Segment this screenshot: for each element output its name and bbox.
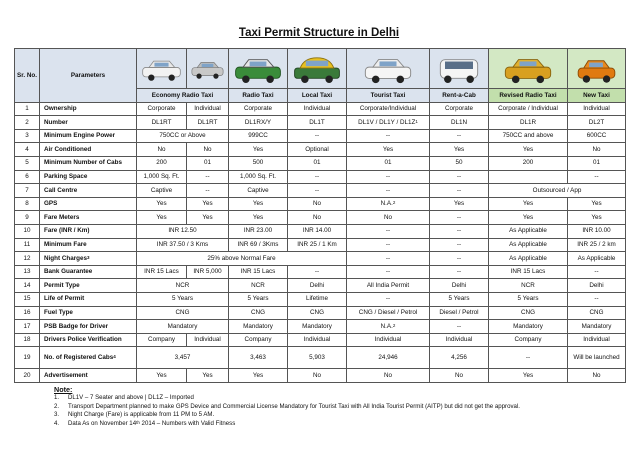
table-cell: NCR: [137, 279, 229, 293]
table-row: [15, 320, 626, 334]
table-cell: INR 15 Lacs: [489, 265, 568, 279]
car-icon: [188, 52, 227, 86]
table-cell: Delhi: [430, 279, 489, 293]
category-header: Economy Radio Taxi: [137, 89, 229, 103]
table-cell: Individual: [347, 333, 430, 347]
table-cell: As Applicable: [568, 252, 626, 266]
table-cell: 5 Years: [489, 292, 568, 306]
row-number: 5: [15, 156, 40, 170]
table-row: [15, 279, 626, 293]
table-cell: Individual: [430, 333, 489, 347]
car-icon: [490, 52, 566, 86]
row-number: 6: [15, 170, 40, 184]
row-parameter: Fuel Type: [40, 306, 137, 320]
table-cell: NCR: [229, 279, 288, 293]
table-cell: Mandatory: [229, 320, 288, 334]
row-parameter: Drivers Police Verification: [40, 333, 137, 347]
table-cell: Yes: [229, 143, 288, 157]
table-cell: Yes: [187, 197, 229, 211]
table-cell: Corporate: [430, 102, 489, 116]
table-cell: 01: [288, 156, 347, 170]
table-row: [15, 197, 626, 211]
row-number: 10: [15, 224, 40, 238]
table-cell: Yes: [489, 211, 568, 225]
table-row: [15, 292, 626, 306]
table-row: [15, 102, 626, 116]
table-cell: INR 14.00: [288, 224, 347, 238]
table-cell: No: [288, 369, 347, 383]
new-taxi-image: [568, 49, 626, 89]
table-cell: --: [430, 129, 489, 143]
table-cell: $DL1V / DL1Y / DL1Z^1$: [347, 116, 430, 130]
table-cell: Yes: [229, 197, 288, 211]
table-cell: Yes: [229, 211, 288, 225]
row-number: 11: [15, 238, 40, 252]
table-cell: INR 25 / 2 km: [568, 238, 626, 252]
row-parameter: Number: [40, 116, 137, 130]
table-cell: DL1N: [430, 116, 489, 130]
table-cell: 200: [489, 156, 568, 170]
note-item: 2. Transport Department planned to make GPS Device and Commercial License Mandatory for Tourist Taxi with All India Tourist Permit (AITP) but did not get the approval.: [54, 402, 520, 410]
category-header: Tourist Taxi: [347, 89, 430, 103]
sr-no-header: Sr. No.: [15, 49, 40, 103]
table-cell: --: [187, 170, 229, 184]
table-row: [15, 347, 626, 369]
table-row: [15, 129, 626, 143]
table-cell: N.A.$^2$: [347, 320, 430, 334]
table-cell: No: [288, 197, 347, 211]
table-cell: 5 Years: [430, 292, 489, 306]
table-cell: Company: [489, 333, 568, 347]
table-row: [15, 184, 626, 198]
table-cell: Yes: [430, 197, 489, 211]
row-parameter: Bank Guarantee: [40, 265, 137, 279]
table-cell: DL1T: [288, 116, 347, 130]
table-cell: Yes: [229, 369, 288, 383]
table-cell: All India Permit: [347, 279, 430, 293]
table-cell: --: [288, 184, 347, 198]
table-cell: Individual: [288, 102, 347, 116]
permit-table: [14, 48, 626, 383]
car-icon: [289, 52, 345, 86]
table-cell: Yes: [137, 197, 187, 211]
notes-section: [54, 386, 520, 428]
row-number: 18: [15, 333, 40, 347]
table-cell: Yes: [489, 369, 568, 383]
table-cell: DL1RT: [187, 116, 229, 130]
table-cell: --: [430, 211, 489, 225]
table-cell: 50: [430, 156, 489, 170]
category-header: Radio Taxi: [229, 89, 288, 103]
table-cell: --: [430, 224, 489, 238]
row-parameter: Advertisement: [40, 369, 137, 383]
table-cell: CNG: [288, 306, 347, 320]
row-number: 15: [15, 292, 40, 306]
table-cell: INR 15 Lacs: [137, 265, 187, 279]
table-cell: 750CC or Above: [137, 129, 229, 143]
row-number: 2: [15, 116, 40, 130]
table-cell: Yes: [187, 369, 229, 383]
table-cell: Mandatory: [137, 320, 229, 334]
table-row: [15, 116, 626, 130]
note-item: 4. Data As on November 14th 2014 – Numbers with Valid Fitness: [54, 419, 236, 427]
table-row: [15, 238, 626, 252]
row-parameter: PSB Badge for Driver: [40, 320, 137, 334]
table-cell: --: [347, 265, 430, 279]
table-cell: CNG: [229, 306, 288, 320]
table-cell: Individual: [187, 333, 229, 347]
table-cell: Corporate / Individual: [489, 102, 568, 116]
row-parameter: Parking Space: [40, 170, 137, 184]
economy-car-image-2: [187, 49, 229, 89]
table-cell: Individual: [187, 102, 229, 116]
category-header: Revised Radio Taxi: [489, 89, 568, 103]
table-cell: INR 5,000: [187, 265, 229, 279]
table-cell: --: [347, 224, 430, 238]
table-cell: Yes: [568, 197, 626, 211]
table-cell: N.A.$^2$: [347, 197, 430, 211]
table-cell: 5 Years: [229, 292, 288, 306]
table-row: [15, 369, 626, 383]
table-cell: --: [347, 252, 430, 266]
economy-car-image-1: [137, 49, 187, 89]
table-cell: As Applicable: [489, 252, 568, 266]
table-cell: Yes: [430, 143, 489, 157]
table-cell: No: [288, 211, 347, 225]
table-cell: --: [288, 265, 347, 279]
car-icon: [138, 52, 185, 86]
table-cell: 1,000 Sq. Ft.: [229, 170, 288, 184]
table-cell: --: [187, 184, 229, 198]
note-item: 1. DL1V – 7 Seater and above | DL1Z – Imported: [54, 394, 194, 402]
table-cell: INR 10.00: [568, 224, 626, 238]
row-number: 7: [15, 184, 40, 198]
table-cell: INR 69 / 3Kms: [229, 238, 288, 252]
table-cell: 01: [568, 156, 626, 170]
table-cell: Yes: [137, 369, 187, 383]
row-number: 13: [15, 265, 40, 279]
table-cell: 750CC and above: [489, 129, 568, 143]
table-cell: 999CC: [229, 129, 288, 143]
table-cell: No: [568, 369, 626, 383]
table-cell: --: [430, 320, 489, 334]
car-icon: [431, 52, 487, 86]
radio-taxi-image: [229, 49, 288, 89]
table-cell: DL1RT: [137, 116, 187, 130]
table-cell: 5 Years: [137, 292, 229, 306]
table-cell: Yes: [489, 143, 568, 157]
row-parameter: Minimum Number of Cabs: [40, 156, 137, 170]
car-icon: [230, 52, 286, 86]
table-row: [15, 170, 626, 184]
row-parameter: Permit Type: [40, 279, 137, 293]
table-cell: Corporate/Individual: [347, 102, 430, 116]
table-row: [15, 333, 626, 347]
table-cell: DL1R: [489, 116, 568, 130]
row-parameter: Night Charges$^3$: [40, 252, 137, 266]
table-row: [15, 156, 626, 170]
row-parameter: Life of Permit: [40, 292, 137, 306]
table-cell: Mandatory: [568, 320, 626, 334]
table-cell: 1,000 Sq. Ft.: [137, 170, 187, 184]
table-cell: Mandatory: [489, 320, 568, 334]
table-cell: CNG: [568, 306, 626, 320]
notes-heading: Note:: [54, 385, 73, 394]
row-parameter: Ownership: [40, 102, 137, 116]
row-parameter: GPS: [40, 197, 137, 211]
table-cell: Individual: [568, 333, 626, 347]
table-cell: Corporate: [137, 102, 187, 116]
table-cell: 600CC: [568, 129, 626, 143]
table-cell: --: [347, 170, 430, 184]
category-header: Rent-a-Cab: [430, 89, 489, 103]
table-cell: No: [187, 143, 229, 157]
table-cell: No: [137, 143, 187, 157]
table-cell: INR 23.00: [229, 224, 288, 238]
tourist-taxi-image: [347, 49, 430, 89]
table-cell: Outsourced / App: [489, 184, 626, 198]
table-cell: Corporate: [229, 102, 288, 116]
table-cell: CNG: [489, 306, 568, 320]
table-cell: Yes: [187, 211, 229, 225]
table-cell: --: [430, 170, 489, 184]
category-header: New Taxi: [568, 89, 626, 103]
table-cell: INR 25 / 1 Km: [288, 238, 347, 252]
table-cell: No: [347, 211, 430, 225]
page-title: Taxi Permit Structure in Delhi: [238, 27, 400, 39]
table-cell: Company: [137, 333, 187, 347]
table-cell: 24,946: [347, 347, 430, 369]
parameters-header: Parameters: [40, 49, 137, 103]
table-cell: Yes: [489, 197, 568, 211]
table-cell: Individual: [568, 102, 626, 116]
local-taxi-image: [288, 49, 347, 89]
row-number: 3: [15, 129, 40, 143]
row-number: 19: [15, 347, 40, 369]
row-number: 4: [15, 143, 40, 157]
table-cell: INR 15 Lacs: [229, 265, 288, 279]
table-cell: --: [347, 129, 430, 143]
car-icon: [348, 52, 428, 86]
table-cell: CNG / Diesel / Petrol: [347, 306, 430, 320]
table-cell: --: [568, 292, 626, 306]
table-cell: 3,457: [137, 347, 229, 369]
table-row: [15, 252, 626, 266]
table-cell: 4,256: [430, 347, 489, 369]
table-cell: --: [347, 292, 430, 306]
table-cell: --: [430, 265, 489, 279]
table-cell: As Applicable: [489, 238, 568, 252]
table-cell: DL2T: [568, 116, 626, 130]
table-cell: Lifetime: [288, 292, 347, 306]
table-cell: Yes: [568, 211, 626, 225]
table-row: [15, 211, 626, 225]
table-cell: Yes: [137, 211, 187, 225]
table-cell: 500: [229, 156, 288, 170]
table-cell: INR 12.50: [137, 224, 229, 238]
table-cell: --: [489, 347, 568, 369]
row-parameter: Air Conditioned: [40, 143, 137, 157]
table-cell: --: [430, 184, 489, 198]
table-row: [15, 306, 626, 320]
table-cell: As Applicable: [489, 224, 568, 238]
table-cell: No: [430, 369, 489, 383]
table-cell: --: [347, 238, 430, 252]
row-parameter: Fare Meters: [40, 211, 137, 225]
table-row: [15, 265, 626, 279]
row-parameter: Minimum Engine Power: [40, 129, 137, 143]
row-number: 1: [15, 102, 40, 116]
table-cell: --: [568, 170, 626, 184]
note-item: 3. Night Charge (Fare) is applicable from 11 PM to 5 AM.: [54, 411, 215, 419]
category-header: Local Taxi: [288, 89, 347, 103]
table-cell: INR 37.50 / 3 Kms: [137, 238, 229, 252]
table-cell: Will be launched: [568, 347, 626, 369]
table-cell: Delhi: [288, 279, 347, 293]
table-cell: 3,463: [229, 347, 288, 369]
table-row: [15, 224, 626, 238]
table-cell: 5,903: [288, 347, 347, 369]
table-cell: Diesel / Petrol: [430, 306, 489, 320]
table-cell: --: [430, 252, 489, 266]
table-cell: Company: [229, 333, 288, 347]
row-number: 20: [15, 369, 40, 383]
table-cell: Captive: [137, 184, 187, 198]
table-cell: --: [568, 265, 626, 279]
image-row: [15, 49, 626, 89]
row-number: 9: [15, 211, 40, 225]
table-cell: No: [568, 143, 626, 157]
row-parameter: No. of Registered Cabs$^4$: [40, 347, 137, 369]
table-cell: --: [430, 238, 489, 252]
table-cell: 01: [187, 156, 229, 170]
row-parameter: Call Centre: [40, 184, 137, 198]
table-cell: Individual: [288, 333, 347, 347]
car-icon: [569, 52, 624, 86]
table-cell: Yes: [347, 143, 430, 157]
table-cell: Optional: [288, 143, 347, 157]
row-number: 17: [15, 320, 40, 334]
table-cell: --: [347, 184, 430, 198]
table-row: [15, 143, 626, 157]
row-number: 8: [15, 197, 40, 211]
table-cell: 25% above Normal Fare: [137, 252, 347, 266]
row-parameter: Minimum Fare: [40, 238, 137, 252]
table-cell: Delhi: [568, 279, 626, 293]
revised-radio-taxi-image: [489, 49, 568, 89]
row-number: 16: [15, 306, 40, 320]
table-cell: --: [288, 129, 347, 143]
table-cell: DL1RX/Y: [229, 116, 288, 130]
table-cell: [489, 170, 568, 184]
row-number: 14: [15, 279, 40, 293]
table-cell: Mandatory: [288, 320, 347, 334]
table-cell: No: [347, 369, 430, 383]
table-cell: 200: [137, 156, 187, 170]
table-cell: --: [288, 170, 347, 184]
table-cell: NCR: [489, 279, 568, 293]
table-cell: Captive: [229, 184, 288, 198]
table-cell: 01: [347, 156, 430, 170]
table-cell: CNG: [137, 306, 229, 320]
row-parameter: Fare (INR / Km): [40, 224, 137, 238]
rent-a-cab-image: [430, 49, 489, 89]
row-number: 12: [15, 252, 40, 266]
